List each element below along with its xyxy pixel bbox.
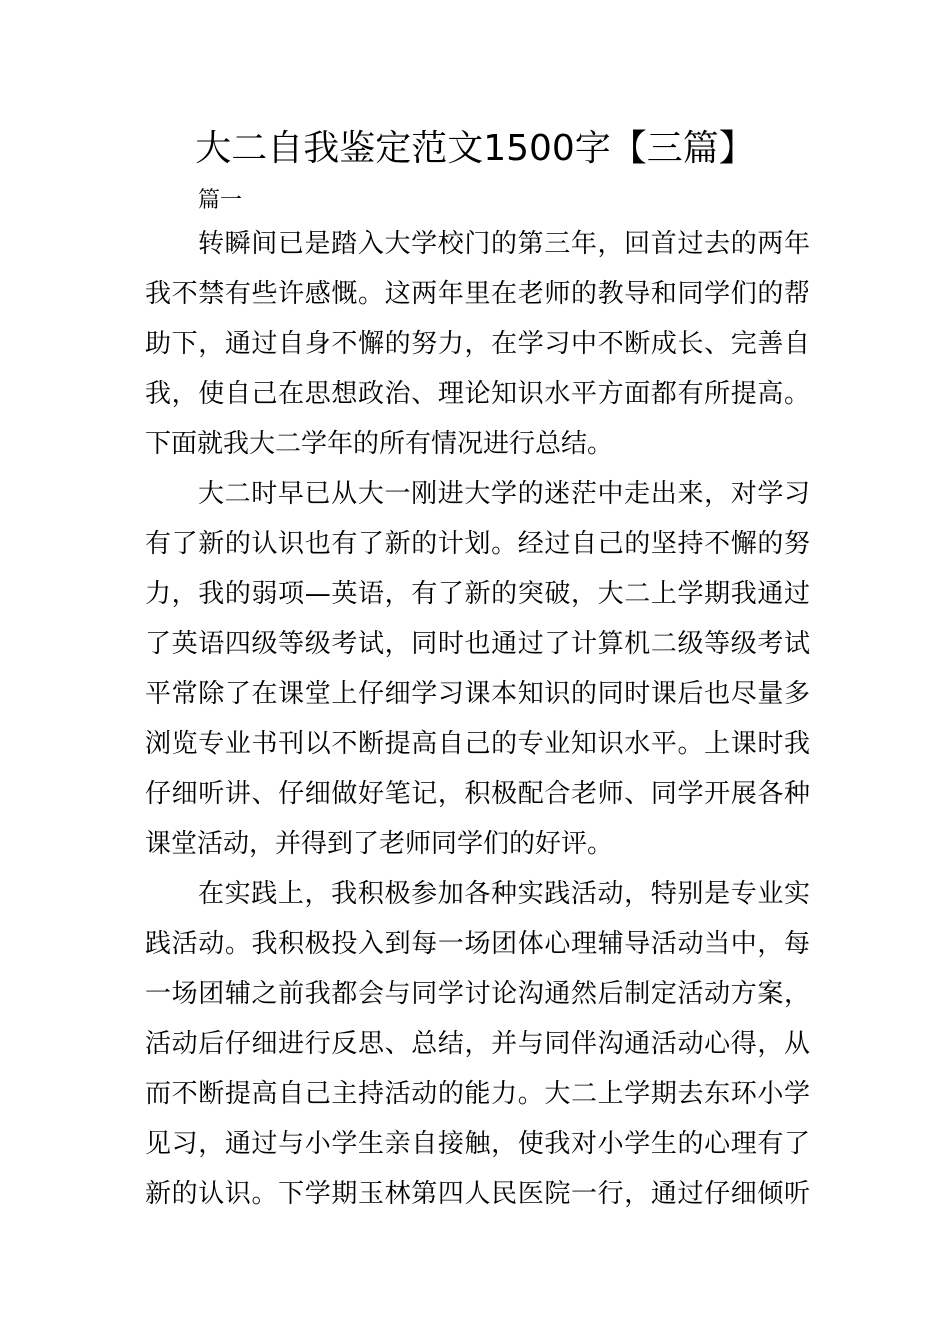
paragraph-line: 一场团辅之前我都会与同学讨论沟通然后制定活动方案， — [145, 979, 810, 1009]
document-title: 大二自我鉴定范文1500字【三篇】 — [195, 128, 755, 169]
paragraph-line: 下面就我大二学年的所有情况进行总结。 — [145, 429, 614, 459]
paragraph-line: 在实践上，我积极参加各种实践活动，特别是专业实 — [198, 879, 810, 909]
paragraph-line: 活动后仔细进行反思、总结，并与同伴沟通活动心得，从 — [145, 1029, 810, 1059]
paragraph-line: 浏览专业书刊以不断提高自己的专业知识水平。上课时我 — [145, 729, 810, 759]
paragraph-line: 有了新的认识也有了新的计划。经过自己的坚持不懈的努 — [145, 529, 810, 559]
paragraph-line: 了英语四级等级考试，同时也通过了计算机二级等级考试 — [145, 629, 810, 659]
paragraph-line: 仔细听讲、仔细做好笔记，积极配合老师、同学开展各种 — [145, 779, 810, 809]
paragraph-line: 转瞬间已是踏入大学校门的第三年，回首过去的两年 — [198, 229, 810, 259]
paragraph-line: 而不断提高自己主持活动的能力。大二上学期去东环小学 — [145, 1079, 810, 1109]
paragraph-line: 践活动。我积极投入到每一场团体心理辅导活动当中，每 — [145, 929, 810, 959]
paragraph-line: 大二时早已从大一刚进大学的迷茫中走出来，对学习 — [198, 479, 810, 509]
paragraph-line: 平常除了在课堂上仔细学习课本知识的同时课后也尽量多 — [145, 679, 810, 709]
section-heading: 篇一 — [198, 188, 243, 213]
paragraph-line: 我不禁有些许感慨。这两年里在老师的教导和同学们的帮 — [145, 279, 810, 309]
paragraph-line: 新的认识。下学期玉林第四人民医院一行，通过仔细倾听 — [145, 1179, 810, 1209]
paragraph-line: 助下，通过自身不懈的努力，在学习中不断成长、完善自 — [145, 329, 810, 359]
paragraph-line: 课堂活动，并得到了老师同学们的好评。 — [145, 829, 614, 859]
paragraph-line: 见习，通过与小学生亲自接触，使我对小学生的心理有了 — [145, 1129, 810, 1159]
paragraph-line: 我，使自己在思想政治、理论知识水平方面都有所提高。 — [145, 379, 810, 409]
paragraph-line: 力，我的弱项—英语，有了新的突破，大二上学期我通过 — [145, 579, 810, 609]
